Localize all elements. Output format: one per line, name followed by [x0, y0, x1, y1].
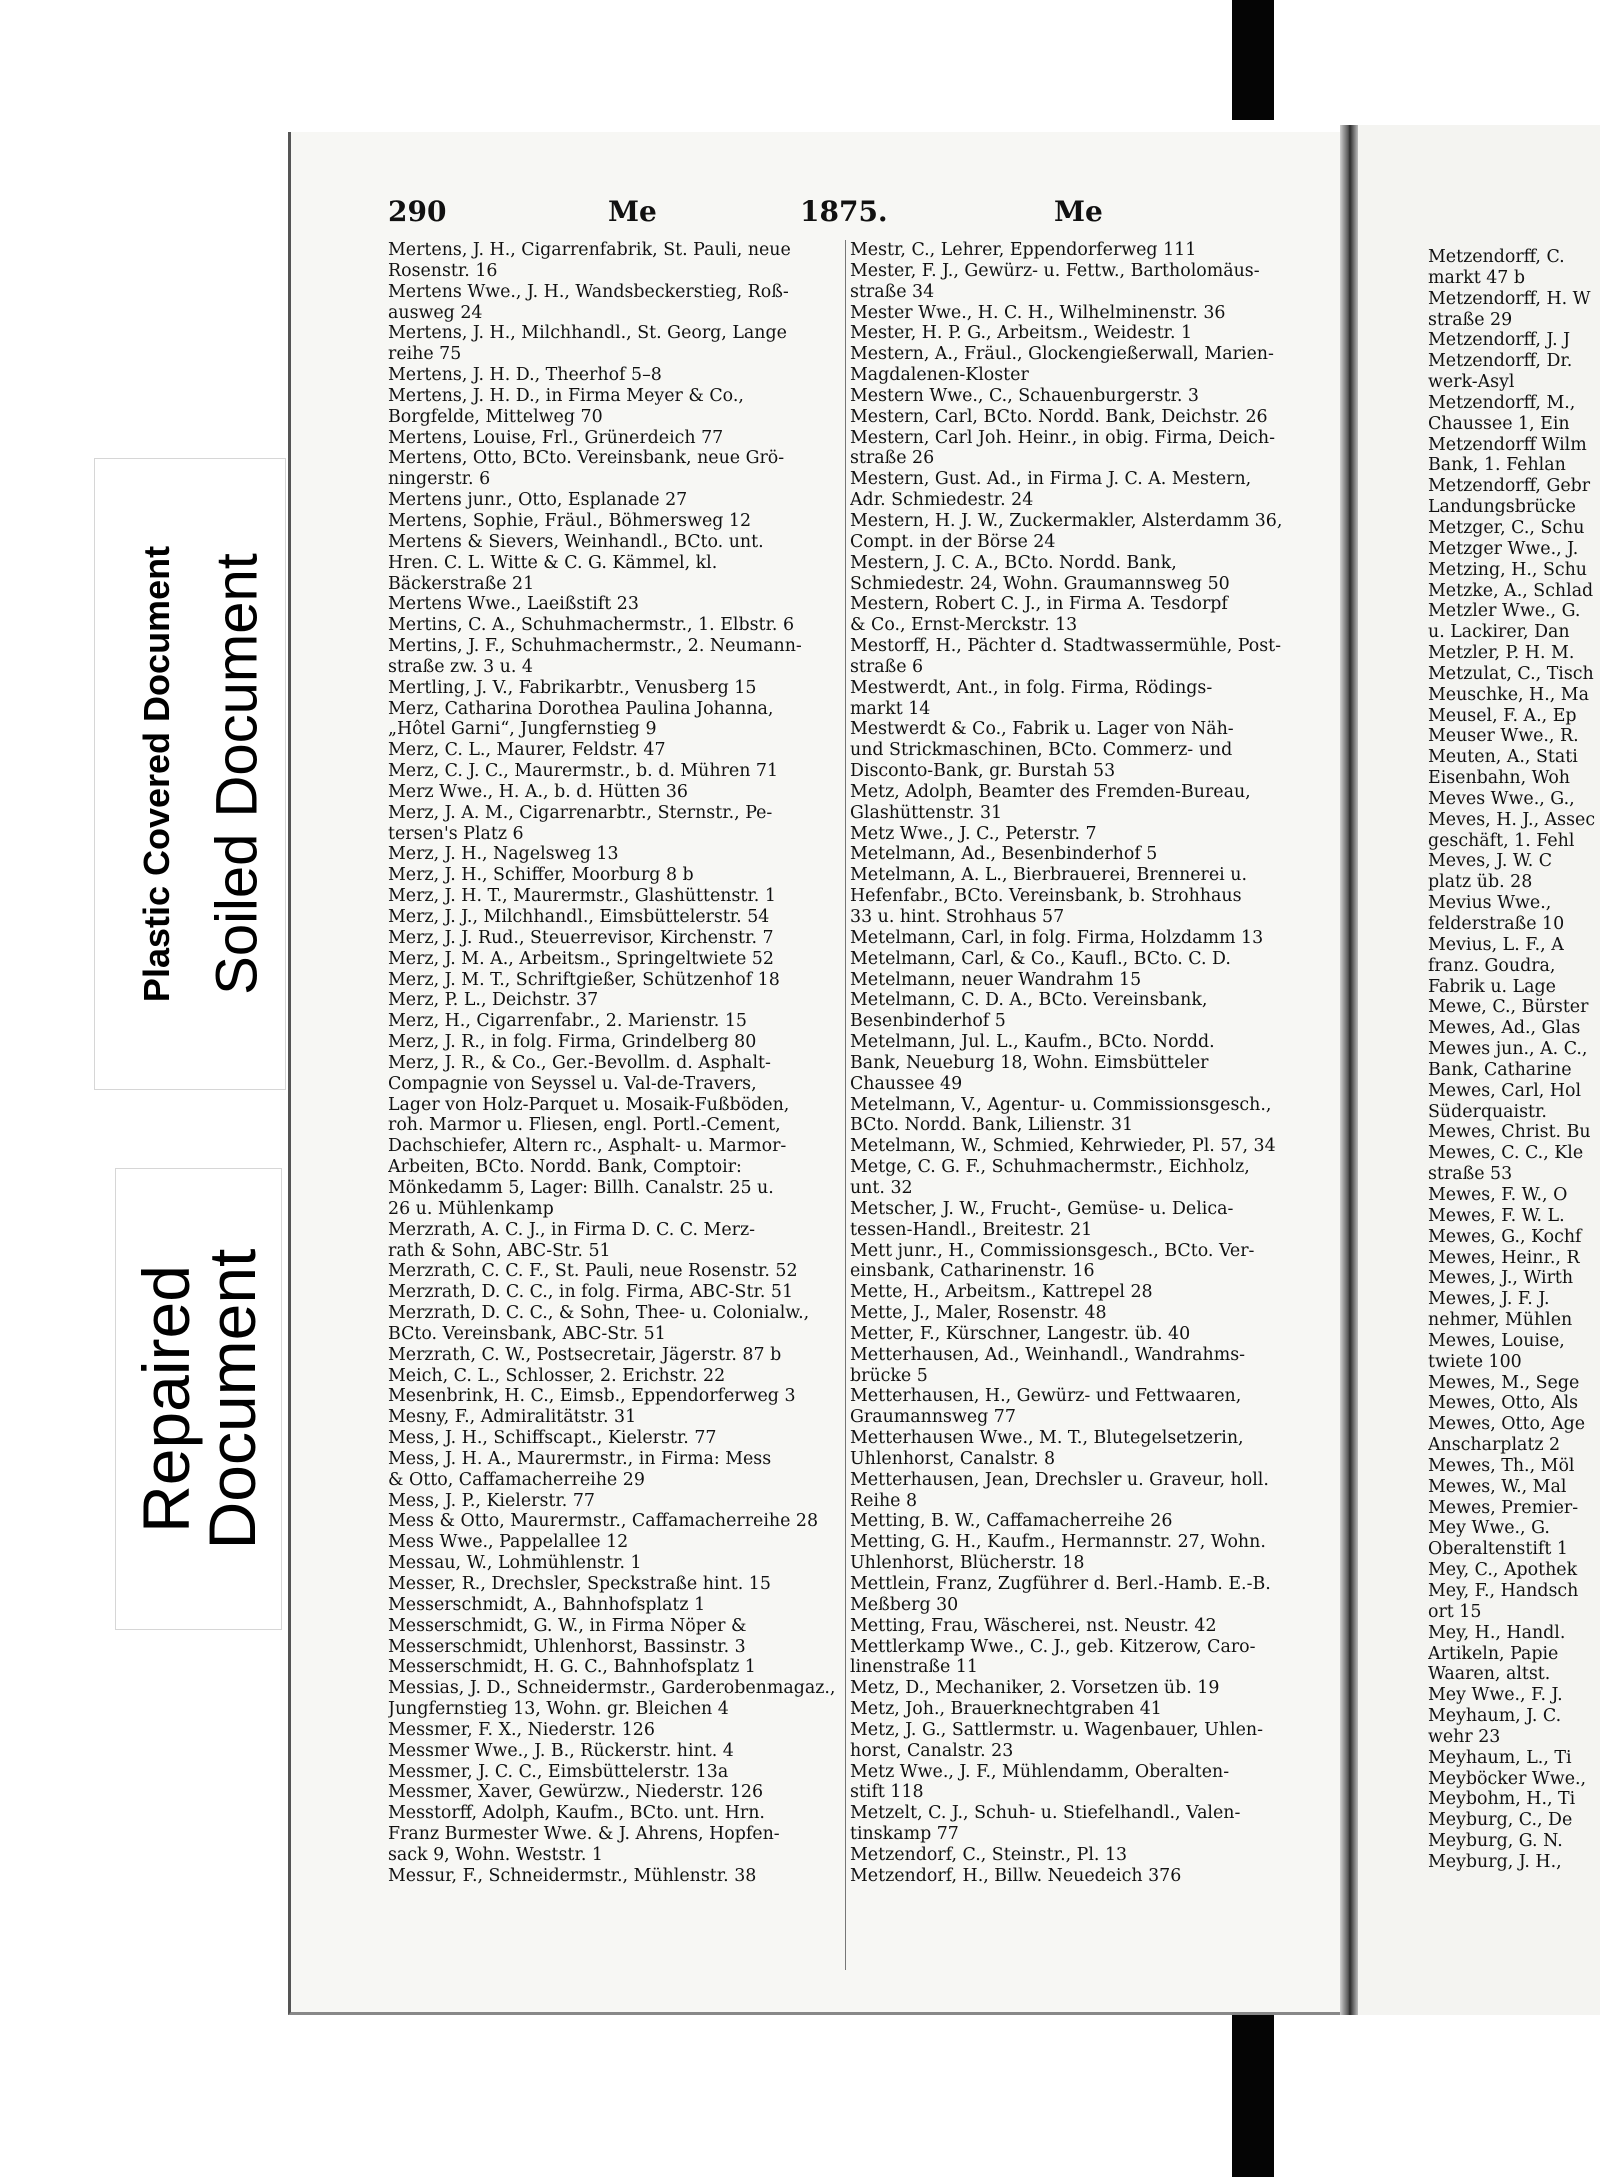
directory-entry-line: Mertens & Sievers, Weinhandl., BCto. unt.: [388, 531, 764, 552]
directory-entry-line: Mey, H., Handl.: [1428, 1622, 1566, 1643]
directory-entry-line: Uhlenhorst, Blücherstr. 18: [850, 1553, 1085, 1574]
directory-entry-line: tinskamp 77: [850, 1824, 959, 1845]
directory-entry-line: Chaussee 49: [850, 1073, 963, 1094]
directory-entry-line: Mestern, J. C. A., BCto. Nordd. Bank,: [850, 552, 1177, 573]
directory-entry-line: Anscharplatz 2: [1428, 1435, 1561, 1456]
directory-entry-line: Mewes, Otto, Age: [1428, 1414, 1585, 1435]
directory-entry-line: Magdalenen-Kloster: [850, 365, 1029, 386]
condition-label-repaired: [115, 1168, 282, 1630]
directory-entry-line: Meves, J. W. C: [1428, 851, 1553, 872]
directory-entry-line: felderstraße 10: [1428, 914, 1565, 934]
directory-entry-line: Artikeln, Papie: [1428, 1643, 1559, 1664]
directory-entry-line: Meuten, A., Stati: [1428, 747, 1578, 768]
directory-entry-line: roh. Marmor u. Fliesen, engl. Portl.-Cement,: [388, 1115, 781, 1136]
page-header: [388, 195, 1308, 235]
directory-entry-line: Mestern, A., Fräul., Glockengießerwall, Marien-: [850, 344, 1274, 365]
header-year: 1875.: [800, 195, 888, 228]
directory-entry-line: Metge, C. G. F., Schuhmachermstr., Eichholz,: [850, 1157, 1250, 1178]
directory-entry-line: Messias, J. D., Schneidermstr., Garderobenmagaz.,: [388, 1678, 836, 1699]
directory-entry-line: Merzrath, C. W., Postsecretair, Jägerstr. 87 b: [388, 1344, 782, 1365]
directory-entry-line: Mewes, F. W. L.: [1428, 1205, 1565, 1226]
directory-entry-line: Metzler, P. H. M.: [1428, 643, 1575, 664]
directory-entry-line: Mewes, Louise,: [1428, 1330, 1565, 1351]
directory-entry-line: Metterhausen, H., Gewürz- und Fettwaaren,: [850, 1386, 1242, 1407]
directory-entry-line: Mewes, Otto, Als: [1428, 1393, 1579, 1414]
directory-entry-line: Merz, J. H., Nagelsweg 13: [388, 844, 619, 865]
directory-entry-line: Messmer, J. C. C., Eimsbüttelerstr. 13a: [388, 1761, 729, 1782]
directory-entry-line: Metzendorff, H. W: [1428, 288, 1591, 309]
directory-entry-line: wehr 23: [1428, 1726, 1501, 1747]
directory-entry-line: Mestern, Robert C. J., in Firma A. Tesdorpf: [850, 594, 1228, 615]
directory-entry-line: Mester, H. P. G., Arbeitsm., Weidestr. 1: [850, 323, 1193, 344]
directory-entry-line: sack 9, Wohn. Weststr. 1: [388, 1844, 603, 1865]
directory-entry-line: Metz Wwe., J. F., Mühlendamm, Oberalten-: [850, 1761, 1230, 1782]
directory-entry-line: Metterhausen Wwe., M. T., Blutegelsetzerin,: [850, 1428, 1244, 1449]
directory-entry-line: Mewes, Christ. Bu: [1428, 1122, 1591, 1143]
directory-entry-line: Mey, C., Apothek: [1428, 1560, 1578, 1581]
directory-entry-line: Mertens Wwe., Laeißstift 23: [388, 594, 639, 615]
directory-entry-line: Mess & Otto, Maurermstr., Caffamacherreihe 28: [388, 1511, 819, 1532]
directory-column-next-page: [1428, 247, 1600, 1873]
directory-entry-line: linenstraße 11: [850, 1657, 978, 1678]
directory-entry-line: Metelmann, neuer Wandrahm 15: [850, 969, 1142, 990]
directory-entry-line: Mess, J. H., Schiffscapt., Kielerstr. 77: [388, 1428, 717, 1449]
directory-entry-line: Mertens, J. H. D., in Firma Meyer & Co.,: [388, 385, 744, 406]
directory-entry-line: Meuschke, H., Ma: [1428, 684, 1589, 705]
directory-entry-line: Messerschmidt, A., Bahnhofsplatz 1: [388, 1594, 706, 1615]
directory-entry-line: Metzendorff, Dr.: [1428, 351, 1573, 372]
directory-entry-line: Meyböcker Wwe.,: [1428, 1768, 1587, 1789]
directory-entry-line: „Hôtel Garni“, Jungfernstieg 9: [388, 719, 657, 740]
directory-entry-line: Mewes, J., Wirth: [1428, 1268, 1574, 1289]
directory-entry-line: Messur, F., Schneidermstr., Mühlenstr. 38: [388, 1865, 757, 1886]
directory-entry-line: platz üb. 28: [1428, 872, 1533, 893]
directory-entry-line: Mertens, Otto, BCto. Vereinsbank, neue Grö-: [388, 448, 785, 469]
directory-entry-line: twiete 100: [1428, 1351, 1522, 1372]
directory-entry-line: markt 14: [850, 698, 931, 719]
directory-entry-line: Mess, J. H. A., Maurermstr., in Firma: Mess: [388, 1448, 772, 1469]
directory-entry-line: Mettlein, Franz, Zugführer d. Berl.-Hamb. E.-B.: [850, 1574, 1271, 1594]
directory-entry-line: reihe 75: [388, 344, 462, 365]
directory-entry-line: Metzendorf, H., Billw. Neuedeich 376: [850, 1865, 1182, 1886]
directory-entry-line: Bank, Catharine: [1428, 1059, 1572, 1080]
directory-entry-line: Meves, H. J., Assec: [1428, 809, 1596, 830]
directory-entry-line: Metz, Adolph, Beamter des Fremden-Bureau,: [850, 781, 1251, 802]
directory-entry-line: 33 u. hint. Strohhaus 57: [850, 907, 1065, 927]
directory-entry-line: Mewes, F. W., O: [1428, 1184, 1568, 1205]
directory-entry-line: Metzelt, C. J., Schuh- u. Stiefelhandl., Valen-: [850, 1803, 1241, 1824]
directory-entry-line: Mewes, Carl, Hol: [1428, 1080, 1582, 1101]
directory-entry-line: Metscher, J. W., Frucht-, Gemüse- u. Delica-: [850, 1198, 1234, 1219]
directory-entry-line: Mewes, J. F. J.: [1428, 1289, 1550, 1310]
directory-entry-line: Mette, J., Maler, Rosenstr. 48: [850, 1303, 1107, 1324]
directory-entry-line: Merzrath, A. C. J., in Firma D. C. C. Merz-: [388, 1219, 755, 1240]
directory-entry-line: Reihe 8: [850, 1490, 918, 1511]
directory-entry-line: Fabrik u. Lage: [1428, 976, 1556, 997]
directory-entry-line: u. Lackirer, Dan: [1428, 622, 1570, 643]
directory-entry-line: Mestern Wwe., C., Schauenburgerstr. 3: [850, 385, 1199, 406]
directory-entry-line: Franz Burmester Wwe. & J. Ahrens, Hopfen-: [388, 1824, 780, 1845]
directory-entry-line: Metterhausen, Jean, Drechsler u. Graveur, holl.: [850, 1469, 1269, 1490]
directory-entry-line: Metz, J. G., Sattlermstr. u. Wagenbauer, Uhlen-: [850, 1719, 1263, 1740]
directory-entry-line: Metzulat, C., Tisch: [1428, 663, 1594, 684]
directory-entry-line: Oberaltenstift 1: [1428, 1539, 1568, 1560]
directory-entry-line: markt 47 b: [1428, 267, 1526, 288]
directory-entry-line: Mertens, J. H., Cigarrenfabrik, St. Pauli, neue: [388, 240, 791, 260]
directory-entry-line: Metzendorff Wilm: [1428, 434, 1587, 455]
directory-entry-line: rath & Sohn, ABC-Str. 51: [388, 1240, 611, 1261]
directory-entry-line: straße 29: [1428, 309, 1513, 330]
plastic-covered-label: Plastic Covered Document: [136, 545, 177, 1003]
directory-entry-line: Glashüttenstr. 31: [850, 802, 1003, 823]
directory-entry-line: Compagnie von Seyssel u. Val-de-Travers,: [388, 1073, 757, 1094]
directory-entry-line: Meusel, F. A., Ep: [1428, 705, 1577, 726]
directory-entry-line: Metz Wwe., J. C., Peterstr. 7: [850, 823, 1097, 844]
directory-entry-line: Merz, P. L., Deichstr. 37: [388, 990, 599, 1011]
directory-entry-line: Adr. Schmiedestr. 24: [850, 490, 1034, 511]
directory-entry-line: Metter, F., Kürschner, Langestr. üb. 40: [850, 1323, 1191, 1344]
directory-entry-line: franz. Goudra,: [1428, 955, 1556, 976]
directory-entry-line: Mertens junr., Otto, Esplanade 27: [388, 490, 688, 511]
directory-entry-line: Mewes, Th., Möl: [1428, 1455, 1575, 1476]
directory-entry-line: Metelmann, Carl, & Co., Kaufl., BCto. C. D.: [850, 948, 1231, 969]
directory-entry-line: Mertins, C. A., Schuhmachermstr., 1. Elbstr. 6: [388, 615, 795, 636]
directory-entry-line: Mess, J. P., Kielerstr. 77: [388, 1490, 595, 1511]
directory-entry-line: Disconto-Bank, gr. Burstah 53: [850, 761, 1116, 782]
directory-entry-line: Merz, J. J., Milchhandl., Eimsbüttelerstr. 54: [388, 907, 770, 927]
directory-entry-line: Mertens, J. H., Milchhandl., St. Georg, Lange: [388, 323, 787, 344]
directory-entry-line: Meyhaum, L., Ti: [1428, 1747, 1572, 1768]
directory-entry-line: Mewes, G., Kochf: [1428, 1226, 1582, 1247]
directory-entry-line: Mestern, Carl, BCto. Nordd. Bank, Deichstr. 26: [850, 406, 1268, 427]
directory-entry-line: Waaren, altst.: [1428, 1664, 1551, 1685]
directory-entry-line: Metzendorf, C., Steinstr., Pl. 13: [850, 1844, 1128, 1865]
directory-entry-line: Messtorff, Adolph, Kaufm., BCto. unt. Hrn.: [388, 1803, 765, 1824]
black-tab-marker-bottom: [1232, 2000, 1274, 2177]
directory-entry-line: werk-Asyl: [1428, 372, 1515, 393]
directory-entry-line: Meuser Wwe., R.: [1428, 726, 1579, 747]
directory-entry-line: Compt. in der Börse 24: [850, 531, 1056, 552]
directory-entry-line: Metzendorff, Gebr: [1428, 476, 1591, 497]
directory-entry-line: Metting, G. H., Kaufm., Hermannstr. 27, Wohn.: [850, 1532, 1266, 1553]
directory-entry-line: BCto. Vereinsbank, ABC-Str. 51: [388, 1323, 666, 1344]
directory-entry-line: Merzrath, D. C. C., & Sohn, Thee- u. Colonialw.,: [388, 1303, 810, 1324]
directory-entry-line: Metting, B. W., Caffamacherreihe 26: [850, 1511, 1173, 1532]
directory-entry-line: nehmer, Mühlen: [1428, 1310, 1573, 1331]
directory-entry-line: Mewes, M., Sege: [1428, 1372, 1580, 1393]
directory-entry-line: Metelmann, Ad., Besenbinderhof 5: [850, 844, 1158, 865]
directory-entry-line: Merz, J. R., in folg. Firma, Grindelberg 80: [388, 1032, 757, 1053]
directory-entry-line: Mertens, J. H. D., Theerhof 5–8: [388, 365, 662, 386]
directory-entry-line: tessen-Handl., Breitestr. 21: [850, 1219, 1093, 1240]
directory-entry-line: Metzler Wwe., G.: [1428, 601, 1581, 622]
directory-entry-line: Metterhausen, Ad., Weinhandl., Wandrahms-: [850, 1344, 1245, 1365]
directory-entry-line: Metz, Joh., Brauerknechtgraben 41: [850, 1699, 1162, 1720]
directory-entry-line: Merz, J. J. Rud., Steuerrevisor, Kirchenstr. 7: [388, 927, 774, 948]
directory-entry-line: Merzrath, C. C. F., St. Pauli, neue Rosenstr. 52: [388, 1261, 798, 1282]
directory-entry-line: Hren. C. L. Witte & C. G. Kämmel, kl.: [388, 552, 718, 573]
directory-entry-line: Merz, C. J. C., Maurermstr., b. d. Mühren 71: [388, 761, 779, 782]
directory-entry-line: Mestwerdt & Co., Fabrik u. Lager von Näh-: [850, 719, 1234, 740]
directory-entry-line: Mevius Wwe.,: [1428, 893, 1552, 914]
directory-entry-line: Besenbinderhof 5: [850, 1011, 1006, 1032]
directory-entry-line: Borgfelde, Mittelweg 70: [388, 406, 603, 427]
directory-entry-line: Metelmann, Jul. L., Kaufm., BCto. Nordd.: [850, 1032, 1215, 1053]
directory-entry-line: Mewes, W., Mal: [1428, 1476, 1567, 1497]
directory-entry-line: Metelmann, C. D. A., BCto. Vereinsbank,: [850, 990, 1208, 1011]
directory-entry-line: Meßberg 30: [850, 1594, 959, 1615]
directory-entry-line: Messmer, F. X., Niederstr. 126: [388, 1719, 655, 1740]
directory-entry-line: Metelmann, A. L., Bierbrauerei, Brennerei u.: [850, 865, 1247, 886]
directory-entry-line: Merz, J. M. T., Schriftgießer, Schützenhof 18: [388, 969, 780, 990]
directory-entry-line: Mette, H., Arbeitsm., Kattrepel 28: [850, 1282, 1153, 1303]
directory-entry-line: & Co., Ernst-Merckstr. 13: [850, 615, 1078, 636]
directory-entry-line: Jungfernstieg 13, Wohn. gr. Bleichen 4: [388, 1699, 729, 1720]
directory-entry-line: Chaussee 1, Ein: [1428, 413, 1570, 434]
directory-entry-line: Metting, Frau, Wäscherei, nst. Neustr. 42: [850, 1615, 1217, 1636]
directory-entry-line: tersen's Platz 6: [388, 823, 524, 844]
directory-entry-line: Meyburg, C., De: [1428, 1810, 1573, 1831]
directory-entry-line: Messerschmidt, H. G. C., Bahnhofsplatz 1: [388, 1657, 756, 1678]
header-letters-right: Me: [1054, 195, 1103, 228]
directory-entry-line: Merz, J. H., Schiffer, Moorburg 8 b: [388, 865, 694, 886]
black-tab-marker: [1232, 0, 1274, 120]
directory-entry-line: straße 34: [850, 281, 935, 302]
directory-entry-line: Metzger Wwe., J.: [1428, 538, 1579, 559]
directory-entry-line: Mesenbrink, H. C., Eimsb., Eppendorferweg 3: [388, 1386, 796, 1407]
directory-entry-line: Merz Wwe., H. A., b. d. Hütten 36: [388, 781, 688, 802]
directory-entry-line: Merzrath, D. C. C., in folg. Firma, ABC-Str. 51: [388, 1282, 794, 1303]
directory-entry-line: geschäft, 1. Fehl: [1428, 830, 1575, 851]
directory-entry-line: Mett junr., H., Commissionsgesch., BCto. Ver-: [850, 1240, 1255, 1261]
soiled-document-label: Soiled Document: [204, 553, 270, 995]
directory-column-right: [850, 240, 1302, 1887]
directory-entry-line: Dachschiefer, Altern rc., Asphalt- u. Marmor-: [388, 1136, 787, 1157]
directory-entry-line: straße 53: [1428, 1164, 1513, 1185]
directory-entry-line: Mertens Wwe., J. H., Wandsbeckerstieg, Roß-: [388, 281, 789, 302]
directory-entry-line: Metelmann, Carl, in folg. Firma, Holzdamm 13: [850, 927, 1264, 948]
directory-entry-line: Merz, J. M. A., Arbeitsm., Springeltwiete 52: [388, 948, 774, 969]
directory-entry-line: Mestorff, H., Pächter d. Stadtwassermühle, Post-: [850, 636, 1282, 657]
directory-entry-line: Mewes, Heinr., R: [1428, 1247, 1580, 1268]
directory-entry-line: Mertens, Sophie, Fräul., Böhmersweg 12: [388, 510, 752, 531]
directory-entry-line: Metelmann, V., Agentur- u. Commissionsgesch.,: [850, 1094, 1272, 1115]
directory-entry-line: Mertins, J. F., Schuhmachermstr., 2. Neumann-: [388, 636, 802, 657]
directory-entry-line: Schmiedestr. 24, Wohn. Graumannsweg 50: [850, 573, 1230, 594]
directory-entry-line: Mester Wwe., H. C. H., Wilhelminenstr. 36: [850, 302, 1226, 323]
directory-entry-line: Uhlenhorst, Canalstr. 8: [850, 1448, 1056, 1469]
directory-entry-line: Mess Wwe., Pappelallee 12: [388, 1532, 629, 1553]
directory-entry-line: Merz, J. A. M., Cigarrenarbtr., Sternstr., Pe-: [388, 802, 773, 823]
directory-entry-line: Messerschmidt, Uhlenhorst, Bassinstr. 3: [388, 1636, 746, 1657]
directory-entry-line: Mey Wwe., G.: [1428, 1518, 1550, 1539]
directory-entry-line: Meyburg, G. N.: [1428, 1831, 1563, 1852]
directory-entry-line: Bäckerstraße 21: [388, 573, 535, 594]
directory-entry-line: 26 u. Mühlenkamp: [388, 1198, 554, 1219]
directory-entry-line: Mewes, C. C., Kle: [1428, 1143, 1584, 1164]
directory-entry-line: Messau, W., Lohmühlenstr. 1: [388, 1553, 642, 1574]
directory-entry-line: Mestwerdt, Ant., in folg. Firma, Rödings-: [850, 677, 1213, 698]
directory-entry-line: Mevius, L. F., A: [1428, 934, 1564, 955]
directory-entry-line: ausweg 24: [388, 302, 483, 323]
directory-entry-line: unt. 32: [850, 1177, 913, 1198]
directory-entry-line: Mestern, Gust. Ad., in Firma J. C. A. Mestern,: [850, 469, 1252, 490]
directory-entry-line: Messmer Wwe., J. B., Rückerstr. hint. 4: [388, 1740, 734, 1761]
directory-entry-line: Rosenstr. 16: [388, 260, 498, 281]
directory-entry-line: Merz, H., Cigarrenfabr., 2. Marienstr. 15: [388, 1011, 747, 1032]
directory-entry-line: Metzendorff, J. J: [1428, 330, 1571, 351]
directory-entry-line: Mesny, F., Admiralitätstr. 31: [388, 1407, 637, 1428]
directory-entry-line: BCto. Nordd. Bank, Lilienstr. 31: [850, 1115, 1134, 1136]
directory-entry-line: ningerstr. 6: [388, 469, 491, 490]
column-divider: [845, 240, 846, 1970]
directory-entry-line: Metz, D., Mechaniker, 2. Vorsetzen üb. 19: [850, 1678, 1220, 1699]
directory-entry-line: Arbeiten, BCto. Nordd. Bank, Comptoir:: [388, 1157, 742, 1178]
directory-entry-line: Merz, C. L., Maurer, Feldstr. 47: [388, 740, 666, 761]
directory-entry-line: Metzendorff, M.,: [1428, 392, 1576, 413]
directory-entry-line: ort 15: [1428, 1601, 1482, 1622]
header-letters-left: Me: [608, 195, 657, 228]
directory-entry-line: Mewe, C., Bürster: [1428, 997, 1589, 1018]
condition-label-plastic-soiled: [94, 458, 286, 1090]
directory-entry-line: Eisenbahn, Woh: [1428, 768, 1570, 789]
directory-entry-line: einsbank, Catharinenstr. 16: [850, 1261, 1095, 1282]
directory-entry-line: Hefenfabr., BCto. Vereinsbank, b. Strohhaus: [850, 886, 1242, 907]
directory-entry-line: Mestr, C., Lehrer, Eppendorferweg 111: [850, 240, 1197, 260]
directory-entry-line: Messer, R., Drechsler, Speckstraße hint. 15: [388, 1574, 771, 1594]
directory-entry-line: Meyburg, J. H.,: [1428, 1851, 1562, 1872]
directory-entry-line: Mewes, Premier-: [1428, 1497, 1579, 1518]
directory-entry-line: Merz, Catharina Dorothea Paulina Johanna,: [388, 698, 774, 719]
directory-entry-line: straße 26: [850, 448, 935, 469]
repaired-document-label: Repaired Document: [128, 1248, 269, 1550]
directory-entry-line: und Strickmaschinen, BCto. Commerz- und: [850, 740, 1233, 761]
directory-entry-line: Mettlerkamp Wwe., C. J., geb. Kitzerow, Caro-: [850, 1636, 1256, 1657]
page-number: 290: [388, 195, 447, 228]
directory-entry-line: brücke 5: [850, 1365, 928, 1386]
directory-column-left: [388, 240, 842, 1887]
directory-entry-line: stift 118: [850, 1782, 924, 1803]
directory-entry-line: Metelmann, W., Schmied, Kehrwieder, Pl. 57, 34: [850, 1136, 1276, 1157]
directory-entry-line: Meves Wwe., G.,: [1428, 788, 1575, 809]
directory-entry-line: Metzendorff, C.: [1428, 247, 1565, 267]
book-gutter: [1340, 125, 1358, 2015]
directory-entry-line: Bank, Neueburg 18, Wohn. Eimsbütteler: [850, 1052, 1209, 1073]
directory-entry-line: straße 6: [850, 656, 924, 677]
directory-entry-line: Merz, J. H. T., Maurermstr., Glashüttenstr. 1: [388, 886, 776, 907]
directory-entry-line: Graumannsweg 77: [850, 1407, 1016, 1428]
directory-entry-line: Süderquaistr.: [1428, 1101, 1547, 1122]
directory-entry-line: Mönkedamm 5, Lager: Billh. Canalstr. 25 u.: [388, 1177, 774, 1198]
directory-entry-line: Mewes jun., A. C.,: [1428, 1039, 1588, 1060]
directory-entry-line: Mester, F. J., Gewürz- u. Fettw., Bartholomäus-: [850, 260, 1260, 281]
directory-entry-line: Meyhaum, J. C.: [1428, 1706, 1562, 1727]
directory-entry-line: Messerschmidt, G. W., in Firma Nöper &: [388, 1615, 747, 1636]
directory-entry-line: Mey Wwe., F. J.: [1428, 1685, 1563, 1706]
directory-entry-line: Meybohm, H., Ti: [1428, 1789, 1576, 1810]
directory-entry-line: Bank, 1. Fehlan: [1428, 455, 1566, 476]
directory-entry-line: Mestern, Carl Joh. Heinr., in obig. Firma, Deich-: [850, 427, 1275, 448]
directory-entry-line: Metzke, A., Schlad: [1428, 580, 1594, 601]
directory-entry-line: straße zw. 3 u. 4: [388, 656, 533, 677]
directory-entry-line: Lager von Holz-Parquet u. Mosaik-Fußböden,: [388, 1094, 790, 1115]
directory-entry-line: Mestern, H. J. W., Zuckermakler, Alsterdamm 36,: [850, 510, 1283, 531]
directory-entry-line: Mewes, Ad., Glas: [1428, 1018, 1581, 1039]
directory-entry-line: Mey, F., Handsch: [1428, 1581, 1579, 1601]
directory-entry-line: Metzger, C., Schu: [1428, 517, 1585, 538]
directory-entry-line: Metzing, H., Schu: [1428, 559, 1588, 580]
directory-entry-line: Merz, J. R., & Co., Ger.-Bevollm. d. Asphalt-: [388, 1052, 771, 1073]
directory-entry-line: Mertens, Louise, Frl., Grünerdeich 77: [388, 427, 724, 448]
directory-entry-line: Messmer, Xaver, Gewürzw., Niederstr. 126: [388, 1782, 764, 1803]
directory-entry-line: & Otto, Caffamacherreihe 29: [388, 1469, 645, 1490]
directory-entry-line: Mertling, J. V., Fabrikarbtr., Venusberg 15: [388, 677, 757, 698]
directory-entry-line: Meich, C. L., Schlosser, 2. Erichstr. 22: [388, 1365, 726, 1386]
directory-entry-line: Landungsbrücke: [1428, 497, 1576, 518]
directory-entry-line: horst, Canalstr. 23: [850, 1740, 1014, 1761]
